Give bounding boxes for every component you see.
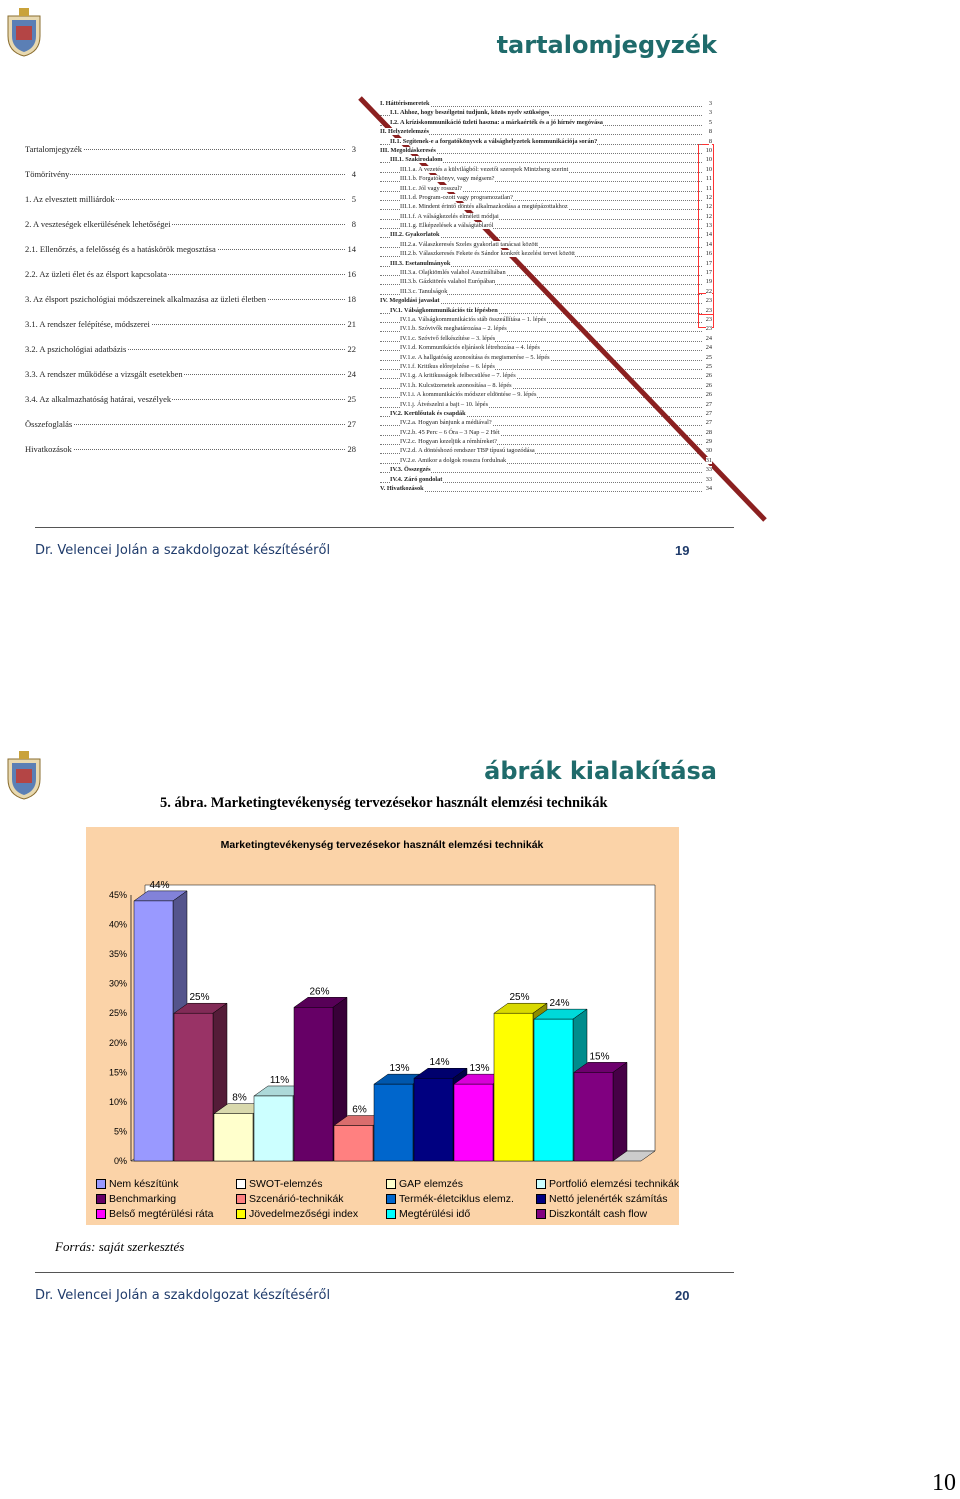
toc-entry-text: 2.1. Ellenőrzés, a felelősség és a hatáskörök megosztása	[25, 244, 216, 254]
toc-entry-page: 28	[705, 428, 712, 436]
toc-entry-text: IV.2.e. Amikor a dolgok rosszra fordulnak	[400, 456, 507, 464]
toc-entry[interactable]	[25, 340, 357, 365]
toc-entry-text: 1. Az elvesztett milliárdok	[25, 194, 115, 204]
toc-entry-page: 13	[705, 222, 712, 230]
toc-entry[interactable]	[25, 440, 357, 465]
toc-entry-text: I. Háttérismeretek	[380, 100, 430, 107]
toc-entry-text: III.1.f. A válságkezelés elméleti módjai	[400, 212, 499, 220]
toc-entry-page: 22	[705, 287, 712, 295]
toc-entry-text: IV.2.c. Hogyan kezeljük a rémhíreket?	[400, 438, 497, 446]
toc-entry[interactable]	[25, 265, 357, 290]
legend-swatch	[386, 1209, 396, 1219]
bar	[534, 1019, 573, 1161]
y-tick-label: 10%	[108, 1096, 127, 1107]
toc-entry-page: 34	[705, 485, 712, 493]
page-number: 19	[675, 543, 690, 558]
legend-swatch	[96, 1194, 106, 1204]
toc-entry-page: 5	[708, 118, 712, 126]
toc-entry-page: 25	[705, 362, 712, 370]
toc-entry-text: III.1.g. Elképzelések a válságtáblaról	[400, 222, 494, 230]
toc-entry-text: I.1. Ahhoz, hogy beszélgetni tudjunk, közös nyelv szükséges	[390, 109, 550, 117]
toc-entry-text: IV.2.b. 45 Perc – 6 Óra – 3 Nap – 2 Hét	[400, 428, 500, 436]
legend-label: Nem készítünk	[109, 1178, 179, 1190]
toc-entry-page: 12	[705, 203, 712, 211]
bar-data-label: 15%	[589, 1051, 610, 1063]
bar-data-label: 24%	[549, 998, 570, 1010]
toc-left-list	[25, 140, 357, 465]
bar-data-label: 6%	[352, 1104, 367, 1116]
page-number: 20	[675, 1288, 690, 1303]
footer-divider	[35, 1272, 734, 1273]
toc-entry-text: IV.4. Záró gondolat	[390, 475, 443, 483]
bar	[414, 1078, 453, 1161]
bar	[214, 1114, 253, 1161]
legend-swatch	[96, 1209, 106, 1219]
toc-entry-page: 16	[705, 250, 712, 258]
toc-entry-page: 24	[347, 369, 356, 379]
legend-label: Szcenárió-technikák	[249, 1193, 344, 1205]
bar-data-label: 44%	[149, 879, 170, 891]
legend-label: Portfolió elemzési technikák	[549, 1178, 680, 1190]
legend-item	[236, 1193, 344, 1205]
toc-entry-text: III.3.b. Gázkitörés valahol Európában	[400, 278, 496, 286]
y-tick-label: 5%	[113, 1126, 127, 1137]
legend-swatch	[536, 1179, 546, 1189]
legend-item	[536, 1193, 667, 1205]
bar	[494, 1013, 533, 1161]
crest-logo-icon	[4, 749, 44, 801]
toc-entry-text: III.1.a. A vezetés a külvilágból: vezetői szerepek Mintzberg szerint	[400, 165, 569, 173]
toc-entry-page: 28	[347, 444, 356, 454]
toc-entry-text: III.1.b. Forgatókönyv, vagy mégsem?	[400, 175, 495, 183]
toc-entry-text: III. Megoldáskeresés	[380, 146, 436, 154]
y-tick-label: 35%	[108, 949, 127, 960]
bar-data-label: 25%	[189, 992, 210, 1004]
toc-entry-page: 24	[705, 334, 712, 342]
toc-entry-text: IV.1.d. Kommunikációs eljárások létrehozása – 4. lépés	[400, 344, 540, 352]
toc-entry-page: 27	[705, 419, 712, 427]
toc-entry-page: 11	[705, 184, 712, 192]
toc-entry-text: 3.2. A pszichológiai adatbázis	[25, 344, 127, 354]
legend-item	[536, 1208, 647, 1220]
legend-swatch	[536, 1209, 546, 1219]
chart-title: Marketingtevékenység tervezésekor használt elemzési technikák	[220, 839, 544, 851]
legend-item	[536, 1178, 679, 1190]
toc-entry[interactable]	[25, 215, 357, 240]
legend-swatch	[236, 1209, 246, 1219]
bar-side	[613, 1062, 627, 1161]
legend-label: Megtérülési idő	[399, 1208, 471, 1220]
toc-entry-text: IV.2.a. Hogyan bánjunk a médiával?	[400, 419, 492, 427]
toc-entry-page: 3	[708, 109, 712, 117]
bar-data-label: 13%	[389, 1063, 410, 1075]
toc-entry-text: I.2. A kríziskommunikáció üzleti haszna: a márkaérték és a jó hírnév megóvása	[390, 118, 603, 126]
toc-entry-page: 26	[705, 372, 712, 380]
toc-entry-text: 3.4. Az alkalmazhatóság határai, veszélyek	[25, 394, 172, 404]
toc-entry-page: 4	[351, 169, 356, 179]
toc-entry-text: Tartalomjegyzék	[25, 144, 82, 154]
toc-entry[interactable]	[25, 390, 357, 415]
bar	[574, 1072, 613, 1161]
toc-entry-text: IV.1.f. Kritikus előrejelzése – 6. lépés	[400, 362, 495, 370]
toc-entry-page: 3	[708, 100, 712, 107]
toc-entry-page: 25	[705, 353, 712, 361]
toc-entry-text: III.1.c. Jól vagy rosszul?	[400, 184, 462, 192]
legend-label: SWOT-elemzés	[249, 1178, 323, 1190]
toc-entry[interactable]	[25, 140, 357, 165]
toc-entry-text: V. Hivatkozások	[380, 485, 424, 493]
toc-entry-page: 10	[705, 165, 712, 173]
toc-entry-page: 25	[347, 394, 356, 404]
bar-data-label: 11%	[269, 1074, 290, 1086]
toc-entry-page: 18	[347, 294, 356, 304]
toc-entry-page: 11	[705, 175, 712, 183]
toc-entry-text: 2.2. Az üzleti élet és az élsport kapcsolata	[25, 269, 167, 279]
footer-divider	[35, 527, 734, 528]
y-tick-label: 15%	[108, 1067, 127, 1078]
toc-entry-page: 21	[347, 319, 356, 329]
toc-entry-page: 24	[705, 344, 712, 352]
legend-label: Termék-életciklus elemz.	[399, 1193, 514, 1205]
toc-entry-page: 19	[705, 278, 712, 286]
legend-label: Jövedelmezőségi index	[249, 1208, 359, 1220]
toc-entry-page: 29	[705, 438, 712, 446]
toc-entry[interactable]	[25, 240, 357, 265]
toc-entry-text: II.1. Segítenek-e a forgatókönyvek a válsághelyzetek kommunikációja során?	[390, 137, 598, 145]
toc-entry-page: 16	[347, 269, 356, 279]
footer-author: Dr. Velencei Jolán a szakdolgozat készítéséről	[35, 1288, 331, 1303]
toc-entry-page: 23	[705, 325, 712, 333]
toc-entry-text: IV.1.h. Kulcsüzenetek azonosítása – 8. lépés	[400, 381, 512, 389]
slide-1	[0, 0, 960, 580]
toc-entry-page: 3	[351, 144, 356, 154]
toc-entry-page: 17	[705, 269, 712, 277]
bar-data-label: 14%	[429, 1057, 450, 1069]
legend-swatch	[386, 1194, 396, 1204]
legend-swatch	[536, 1194, 546, 1204]
source-note: Forrás: saját szerkesztés	[55, 1239, 185, 1254]
toc-entry-page: 31	[705, 456, 712, 464]
bar-data-label: 8%	[232, 1092, 247, 1104]
toc-entry-text: IV.1.g. A kritikusságok felbecsülése – 7. lépés	[400, 372, 516, 380]
legend-item	[236, 1208, 358, 1220]
toc-entry-page: 10	[705, 156, 712, 164]
chart-area	[86, 827, 679, 1225]
legend-item	[386, 1193, 514, 1205]
toc-entry-text: IV.1.c. Szóvivő felkészítése – 3. lépés	[400, 334, 496, 342]
toc-entry-page: 5	[351, 194, 356, 204]
crest-logo-icon	[4, 6, 44, 58]
toc-entry-page: 26	[705, 391, 712, 399]
bar	[254, 1096, 293, 1161]
toc-entry-page: 23	[705, 306, 712, 314]
legend-item	[96, 1208, 213, 1220]
toc-entry-page: 22	[347, 344, 356, 354]
legend-item	[386, 1178, 463, 1190]
toc-entry-text: III.2. Gyakorlatok	[390, 231, 440, 239]
bar	[134, 901, 173, 1161]
toc-entry-page: 14	[705, 240, 712, 248]
toc-entry-text: III.3.a. Olajkiömlés valahol Ausztráliában	[400, 269, 506, 277]
legend-item	[236, 1178, 323, 1190]
y-tick-label: 30%	[108, 978, 127, 989]
legend-label: Benchmarking	[109, 1193, 177, 1205]
legend-swatch	[236, 1179, 246, 1189]
toc-entry-text: IV. Megoldási javaslat	[380, 297, 440, 305]
toc-entry-text: Tömörítvény	[25, 169, 70, 179]
toc-entry-text: III.3. Esetanulmányok	[390, 259, 451, 267]
toc-entry-text: 3.1. A rendszer felépítése, módszerei	[25, 319, 150, 329]
corner-page-number: 10	[932, 1470, 956, 1496]
toc-entry[interactable]	[25, 190, 357, 215]
footer-author: Dr. Velencei Jolán a szakdolgozat készítéséről	[35, 543, 331, 558]
toc-entry-text: III.2.b. Válaszkeresés Fekete és Sándor konkrét kezelési tervei között	[400, 250, 575, 258]
legend-swatch	[96, 1179, 106, 1189]
toc-entry-text: Összefoglalás	[25, 419, 73, 429]
legend-label: Nettó jelenérték számítás	[549, 1193, 668, 1205]
toc-entry-text: Hivatkozások	[25, 444, 72, 454]
toc-entry-page: 8	[351, 219, 356, 229]
toc-entry-page: 23	[705, 297, 712, 305]
y-tick-label: 0%	[113, 1156, 127, 1166]
toc-entry-page: 26	[705, 381, 712, 389]
toc-entry-text: 2. A veszteségek elkerülésének lehetőségei	[25, 219, 171, 229]
toc-entry-text: IV.1.a. Válságkommunikációs stáb összeállítása – 1. lépés	[400, 315, 546, 323]
toc-entry-text: II. Helyzetelemzés	[380, 128, 429, 136]
bar	[374, 1084, 413, 1161]
toc-entry-text: IV.1.j. Átvészelni a bajt – 10. lépés	[400, 400, 489, 408]
legend-item	[96, 1178, 178, 1190]
toc-entry[interactable]	[25, 365, 357, 390]
toc-entry-text: III.1.d. Program-ozott vagy programozatlan?	[400, 193, 513, 201]
legend-swatch	[236, 1194, 246, 1204]
y-tick-label: 20%	[108, 1037, 127, 1048]
slide-title: tartalomjegyzék	[496, 31, 717, 59]
toc-entry-page: 10	[705, 146, 712, 154]
y-tick-label: 25%	[108, 1008, 127, 1019]
bar-chart	[86, 827, 679, 1225]
toc-entry-page: 27	[347, 419, 356, 429]
toc-entry-page: 33	[705, 466, 712, 474]
toc-entry-text: IV.1.e. A hallgatóság azonosítása és megismerése – 5. lépés	[400, 353, 550, 361]
bar-data-label: 13%	[469, 1063, 490, 1075]
toc-entry[interactable]	[25, 415, 357, 440]
bar	[294, 1007, 333, 1161]
slide-title: ábrák kialakítása	[484, 757, 717, 785]
toc-entry-text: IV.1.b. Szóvivők meghatározása – 2. lépés	[400, 325, 507, 333]
toc-entry-text: IV.3. Összegzés	[390, 466, 431, 474]
toc-entry-page: 17	[705, 259, 712, 267]
y-tick-label: 40%	[108, 919, 127, 930]
bar	[454, 1084, 493, 1161]
toc-entry[interactable]	[25, 290, 357, 315]
toc-entry-page: 12	[705, 212, 712, 220]
toc-entry-page: 33	[705, 475, 712, 483]
toc-entry-page: 14	[705, 231, 712, 239]
toc-entry-text: IV.1. Válságkommunikációs tíz lépésben	[390, 306, 498, 314]
toc-entry-page: 23	[705, 315, 712, 323]
toc-entry-text: III.2.a. Válaszkeresés Szeles gyakorlati tanácsai között	[400, 240, 539, 248]
legend-item	[96, 1193, 176, 1205]
legend-label: GAP elemzés	[399, 1178, 463, 1190]
legend-swatch	[386, 1179, 396, 1189]
legend-item	[386, 1208, 470, 1220]
toc-entry-page: 8	[708, 137, 712, 145]
legend-label: Belső megtérülési ráta	[109, 1208, 214, 1220]
figure-caption: 5. ábra. Marketingtevékenység tervezésekor használt elemzési technikák	[160, 795, 608, 811]
toc-entry[interactable]	[25, 165, 357, 190]
toc-entry-page: 12	[705, 193, 712, 201]
y-tick-label: 45%	[108, 890, 127, 900]
toc-entry[interactable]	[25, 315, 357, 340]
legend-label: Diszkontált cash flow	[549, 1208, 648, 1220]
toc-entry-text: III.3.c. Tanulságok	[400, 287, 448, 295]
toc-entry-text: 3. Az élsport pszichológiai módszereinek alkalmazása az üzleti életben	[25, 294, 266, 304]
toc-entry-text: III.1. Szakirodalom	[390, 156, 443, 164]
bar-data-label: 25%	[509, 992, 530, 1004]
bar-data-label: 26%	[309, 986, 330, 998]
toc-entry-text: IV.2. Kerülőutak és csapdák	[390, 409, 466, 417]
toc-entry-text: III.1.e. Mindent érintő döntés alkalmazkodása a megtépázottakhoz	[400, 203, 568, 211]
toc-entry-page: 27	[705, 409, 712, 417]
toc-entry-page: 14	[347, 244, 356, 254]
toc-entry-page: 27	[705, 400, 712, 408]
bar	[334, 1126, 373, 1161]
toc-entry-text: IV.2.d. A döntéshozó rendszer TBP típusú tagozódása	[400, 447, 535, 455]
toc-entry-text: 3.3. A rendszer működése a vizsgált esetekben	[25, 369, 183, 379]
toc-entry-page: 30	[705, 447, 712, 455]
toc-entry-page: 8	[708, 128, 712, 136]
bar	[174, 1013, 213, 1161]
toc-entry-text: IV.1.i. A kommunikációs módszer eldöntése – 9. lépés	[400, 391, 537, 399]
